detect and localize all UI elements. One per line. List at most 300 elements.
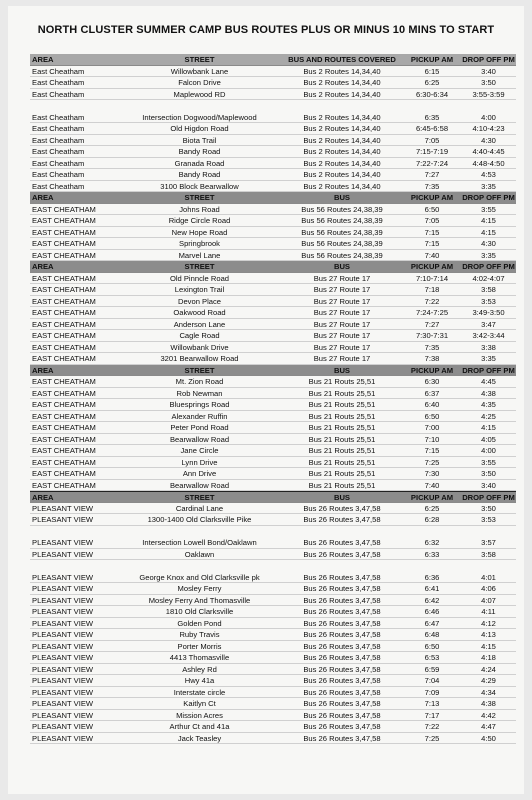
dropoff-pm-cell: 3:35: [481, 181, 496, 191]
street-cell: Alexander Ruffin: [171, 411, 228, 421]
table-row: [30, 112, 516, 124]
pickup-am-cell: 7:22-7:24: [415, 158, 449, 168]
pickup-am-cell: 6:40: [424, 400, 440, 409]
street-cell: Willowbank Lane: [170, 66, 229, 76]
bus-cell: Bus 27 Route 17: [313, 319, 371, 329]
street-cell: Maplewood RD: [173, 89, 226, 99]
dropoff-pm-cell: 4:38: [481, 388, 496, 398]
header-dropoff-pm-cell: DROP OFF PM: [462, 262, 515, 271]
bus-cell: Bus 21 Routs 25,51: [308, 388, 376, 398]
table-row: [30, 468, 516, 480]
table-row: [30, 457, 516, 469]
header-bus-cell: BUS: [333, 493, 351, 502]
dropoff-pm-cell: 3:40: [481, 480, 496, 490]
area-cell: PLEASANT VIEW: [32, 503, 94, 513]
table-row: [30, 376, 516, 388]
dropoff-pm-cell: 3:53: [481, 515, 496, 524]
street-cell: Jane Circle: [180, 446, 219, 455]
bus-cell: Bus 2 Routes 14,34,40: [303, 66, 381, 76]
area-cell: EAST CHEATHAM: [32, 227, 96, 237]
area-cell: PLEASANT VIEW: [32, 607, 94, 616]
dropoff-pm-cell: 4:53: [481, 170, 496, 179]
bus-cell: Bus 27 Route 17: [313, 285, 371, 294]
table-row: [30, 77, 516, 89]
area-cell: East Cheatham: [32, 89, 85, 99]
dropoff-pm-cell: 3:35: [481, 354, 496, 363]
street-cell: Oakwood Road: [173, 308, 226, 317]
bus-cell: Bus 2 Routes 14,34,40: [303, 181, 381, 191]
street-cell: Mosley Ferry And Thomasville: [148, 595, 251, 605]
table-row: [30, 675, 516, 687]
bus-cell: Bus 26 Routes 3,47,58: [303, 687, 381, 697]
header-street-cell: STREET: [184, 493, 215, 502]
area-cell: PLEASANT VIEW: [32, 641, 94, 651]
bus-cell: Bus 27 Route 17: [313, 331, 371, 340]
street-cell: Porter Morris: [177, 641, 222, 651]
street-cell: Lynn Drive: [181, 457, 218, 467]
table-row: [30, 319, 516, 331]
bus-cell: Bus 56 Routes 24,38,39: [301, 227, 383, 237]
bus-cell: Bus 21 Routs 25,51: [308, 434, 376, 444]
area-cell: EAST CHEATHAM: [32, 434, 96, 444]
pickup-am-cell: 6:42: [424, 595, 440, 605]
dropoff-pm-cell: 4:07: [481, 595, 496, 605]
pickup-am-cell: 7:27: [424, 170, 440, 179]
dropoff-pm-cell: 4:40-4:45: [472, 147, 505, 156]
street-cell: Marvel Lane: [178, 250, 221, 260]
pickup-am-cell: 7:15: [424, 227, 440, 237]
street-cell: Cagle Road: [179, 331, 220, 340]
area-cell: EAST CHEATHAM: [32, 216, 96, 225]
bus-cell: Bus 26 Routes 3,47,58: [303, 710, 381, 720]
pickup-am-cell: 7:22: [424, 722, 440, 731]
section-header-row: [30, 54, 516, 66]
area-cell: EAST CHEATHAM: [32, 354, 96, 363]
page-title: NORTH CLUSTER SUMMER CAMP BUS ROUTES PLUS OR MINUS 10 MINS TO START: [37, 24, 495, 36]
table-row: [30, 710, 516, 722]
bus-route-table: [30, 54, 516, 744]
street-cell: Old Pinncle Road: [169, 273, 230, 283]
pickup-am-cell: 6:33: [424, 549, 440, 559]
area-cell: EAST CHEATHAM: [32, 411, 96, 421]
pickup-am-cell: 7:24-7:25: [415, 308, 449, 317]
table-row: [30, 146, 516, 158]
table-row: [30, 434, 516, 446]
street-cell: Kaitlyn Ct: [183, 699, 216, 708]
dropoff-pm-cell: 3:50: [481, 503, 496, 513]
pickup-am-cell: 7:10: [424, 434, 440, 444]
header-dropoff-pm-cell: DROP OFF PM: [462, 493, 515, 502]
dropoff-pm-cell: 3:55-3:59: [472, 89, 505, 99]
dropoff-pm-cell: 3:47: [481, 319, 496, 329]
bus-cell: Bus 2 Routes 14,34,40: [303, 89, 381, 99]
street-cell: Mission Acres: [176, 710, 223, 720]
dropoff-pm-cell: 3:58: [481, 549, 496, 559]
pickup-am-cell: 7:22: [424, 296, 440, 306]
bus-cell: Bus 56 Routes 24,38,39: [301, 204, 383, 214]
header-bus-cell: BUS: [333, 262, 351, 271]
dropoff-pm-cell: 3:38: [481, 342, 496, 352]
dropoff-pm-cell: 3:49-3:50: [472, 308, 505, 317]
dropoff-pm-cell: 4:34: [481, 687, 496, 697]
pickup-am-cell: 7:40: [424, 250, 440, 260]
table-row: [30, 503, 516, 515]
header-pickup-am-cell: PICKUP AM: [410, 493, 454, 502]
table-row: [30, 273, 516, 285]
bus-cell: Bus 56 Routes 24,38,39: [301, 239, 383, 248]
area-cell: PLEASANT VIEW: [32, 595, 94, 605]
bus-cell: Bus 26 Routes 3,47,58: [303, 664, 381, 674]
bus-cell: Bus 26 Routes 3,47,58: [303, 699, 381, 708]
street-cell: Ruby Travis: [179, 630, 220, 639]
table-row: [30, 629, 516, 641]
bus-cell: Bus 26 Routes 3,47,58: [303, 653, 381, 662]
section-header-row: [30, 491, 516, 503]
header-bus-cell: BUS: [333, 365, 351, 375]
header-area-cell: AREA: [32, 193, 54, 202]
bus-cell: Bus 27 Route 17: [313, 354, 371, 363]
table-row: [30, 307, 516, 319]
table-row: [30, 595, 516, 607]
street-cell: Arthur Ct and 41a: [169, 722, 230, 731]
area-cell: EAST CHEATHAM: [32, 285, 96, 294]
area-cell: PLEASANT VIEW: [32, 549, 94, 559]
pickup-am-cell: 6:37: [424, 388, 440, 398]
table-row: [30, 238, 516, 250]
pickup-am-cell: 7:25: [424, 457, 440, 467]
pickup-am-cell: 6:53: [424, 653, 440, 662]
table-row: [30, 89, 516, 101]
table-row: [30, 215, 516, 227]
street-cell: Devon Place: [177, 296, 222, 306]
table-row: [30, 330, 516, 342]
header-bus-cell: BUS: [333, 193, 351, 202]
dropoff-pm-cell: 4:15: [481, 216, 496, 225]
dropoff-pm-cell: 4:29: [481, 676, 496, 685]
table-row: [30, 606, 516, 618]
area-cell: EAST CHEATHAM: [32, 273, 96, 283]
area-cell: EAST CHEATHAM: [32, 480, 96, 490]
street-cell: Bluesprings Road: [169, 400, 230, 409]
bus-cell: Bus 56 Routes 24,38,39: [301, 250, 383, 260]
dropoff-pm-cell: 3:50: [481, 78, 496, 87]
pickup-am-cell: 7:30-7:31: [415, 331, 449, 340]
street-cell: Rob Newman: [176, 388, 223, 398]
dropoff-pm-cell: 4:12: [481, 618, 496, 628]
area-cell: EAST CHEATHAM: [32, 308, 96, 317]
area-cell: EAST CHEATHAM: [32, 342, 96, 352]
pickup-am-cell: 6:45-6:58: [415, 124, 449, 133]
street-cell: Granada Road: [174, 158, 225, 168]
table-row: [30, 123, 516, 135]
bus-cell: Bus 26 Routes 3,47,58: [303, 549, 381, 559]
street-cell: 1300-1400 Old Clarksville Pike: [147, 515, 252, 524]
bus-cell: Bus 26 Routes 3,47,58: [303, 676, 381, 685]
bus-cell: Bus 27 Route 17: [313, 342, 371, 352]
area-cell: PLEASANT VIEW: [32, 515, 94, 524]
pickup-am-cell: 6:25: [424, 503, 440, 513]
street-cell: Intersection Dogwood/Maplewood: [142, 112, 257, 122]
bus-cell: Bus 26 Routes 3,47,58: [303, 641, 381, 651]
bus-cell: Bus 2 Routes 14,34,40: [303, 147, 381, 156]
header-dropoff-pm-cell: DROP OFF PM: [462, 55, 515, 64]
bus-cell: Bus 26 Routes 3,47,58: [303, 630, 381, 639]
street-cell: Old Higdon Road: [170, 124, 229, 133]
area-cell: EAST CHEATHAM: [32, 239, 96, 248]
street-cell: Anderson Lane: [173, 319, 226, 329]
bus-cell: Bus 26 Routes 3,47,58: [303, 733, 381, 743]
area-cell: East Cheatham: [32, 170, 85, 179]
dropoff-pm-cell: 4:38: [481, 699, 496, 708]
dropoff-pm-cell: 3:35: [481, 250, 496, 260]
area-cell: PLEASANT VIEW: [32, 653, 94, 662]
bus-cell: Bus 26 Routes 3,47,58: [303, 722, 381, 731]
dropoff-pm-cell: 4:35: [481, 400, 496, 409]
area-cell: EAST CHEATHAM: [32, 331, 96, 340]
pickup-am-cell: 7:35: [424, 342, 440, 352]
table-row: [30, 641, 516, 653]
area-cell: PLEASANT VIEW: [32, 733, 94, 743]
street-cell: George Knox and Old Clarksville pk: [139, 572, 260, 582]
area-cell: PLEASANT VIEW: [32, 572, 94, 582]
street-cell: Ashley Rd: [182, 664, 217, 674]
spacer-row: [30, 526, 516, 538]
dropoff-pm-cell: 4:15: [481, 423, 496, 432]
dropoff-pm-cell: 4:47: [481, 722, 496, 731]
pickup-am-cell: 6:36: [424, 572, 440, 582]
street-cell: 3100 Block Bearwallow: [160, 181, 239, 191]
pickup-am-cell: 6:30: [424, 377, 440, 386]
bus-cell: Bus 2 Routes 14,34,40: [303, 78, 381, 87]
street-cell: Cardinal Lane: [175, 503, 224, 513]
dropoff-pm-cell: 4:06: [481, 584, 496, 593]
area-cell: PLEASANT VIEW: [32, 676, 94, 685]
pickup-am-cell: 6:30-6:34: [415, 89, 449, 99]
street-cell: Interstate circle: [173, 687, 226, 697]
street-cell: Johns Road: [179, 204, 220, 214]
section-header-row: [30, 192, 516, 204]
bus-cell: Bus 27 Route 17: [313, 308, 371, 317]
street-cell: New Hope Road: [171, 227, 228, 237]
pickup-am-cell: 7:04: [424, 676, 440, 685]
table-row: [30, 250, 516, 262]
dropoff-pm-cell: 4:05: [481, 434, 496, 444]
pickup-am-cell: 7:05: [424, 135, 440, 145]
bus-cell: Bus 26 Routes 3,47,58: [303, 595, 381, 605]
bus-cell: Bus 2 Routes 14,34,40: [303, 170, 381, 179]
dropoff-pm-cell: 4:00: [481, 446, 496, 455]
table-row: [30, 135, 516, 147]
header-street-cell: STREET: [184, 262, 215, 271]
street-cell: Mosley Ferry: [177, 584, 222, 593]
dropoff-pm-cell: 3:50: [481, 469, 496, 478]
section-header-row: [30, 261, 516, 273]
header-street-cell: STREET: [184, 193, 215, 202]
table-row: [30, 537, 516, 549]
header-dropoff-pm-cell: DROP OFF PM: [462, 365, 515, 375]
table-row: [30, 549, 516, 561]
section-header-row: [30, 365, 516, 377]
area-cell: East Cheatham: [32, 112, 85, 122]
table-row: [30, 664, 516, 676]
dropoff-pm-cell: 3:57: [481, 538, 496, 547]
dropoff-pm-cell: 3:53: [481, 296, 496, 306]
area-cell: East Cheatham: [32, 135, 85, 145]
area-cell: PLEASANT VIEW: [32, 584, 94, 593]
header-street-cell: STREET: [184, 365, 215, 375]
pickup-am-cell: 7:35: [424, 181, 440, 191]
table-row: [30, 158, 516, 170]
pickup-am-cell: 7:10-7:14: [415, 273, 449, 283]
bus-cell: Bus 21 Routs 25,51: [308, 457, 376, 467]
dropoff-pm-cell: 4:30: [481, 239, 496, 248]
area-cell: PLEASANT VIEW: [32, 687, 94, 697]
street-cell: Intersection Lowell Bond/Oaklawn: [142, 538, 257, 547]
pickup-am-cell: 7:15: [424, 239, 440, 248]
header-pickup-am-cell: PICKUP AM: [410, 55, 454, 64]
bus-cell: Bus 26 Routes 3,47,58: [303, 515, 381, 524]
area-cell: EAST CHEATHAM: [32, 457, 96, 467]
bus-cell: Bus 26 Routes 3,47,58: [303, 618, 381, 628]
bus-cell: Bus 2 Routes 14,34,40: [303, 124, 381, 133]
header-area-cell: AREA: [32, 365, 54, 375]
table-row: [30, 227, 516, 239]
area-cell: East Cheatham: [32, 181, 85, 191]
dropoff-pm-cell: 4:15: [481, 641, 496, 651]
bus-cell: Bus 26 Routes 3,47,58: [303, 503, 381, 513]
area-cell: PLEASANT VIEW: [32, 710, 94, 720]
pickup-am-cell: 7:09: [424, 687, 440, 697]
area-cell: EAST CHEATHAM: [32, 446, 96, 455]
pickup-am-cell: 7:00: [424, 423, 440, 432]
table-row: [30, 480, 516, 492]
area-cell: EAST CHEATHAM: [32, 377, 96, 386]
pickup-am-cell: 6:48: [424, 630, 440, 639]
pickup-am-cell: 7:05: [424, 216, 440, 225]
pickup-am-cell: 7:18: [424, 285, 440, 294]
table-row: [30, 721, 516, 733]
street-cell: Bearwallow Road: [169, 480, 230, 490]
header-pickup-am-cell: PICKUP AM: [410, 365, 454, 375]
dropoff-pm-cell: 4:15: [481, 227, 496, 237]
dropoff-pm-cell: 3:55: [481, 457, 496, 467]
area-cell: EAST CHEATHAM: [32, 296, 96, 306]
street-cell: Peter Pond Road: [170, 423, 229, 432]
table-row: [30, 652, 516, 664]
dropoff-pm-cell: 4:13: [481, 630, 496, 639]
spacer-row: [30, 560, 516, 572]
street-cell: Oaklawn: [184, 549, 215, 559]
dropoff-pm-cell: 4:45: [481, 377, 496, 386]
pickup-am-cell: 7:15: [424, 446, 440, 455]
street-cell: Golden Pond: [177, 618, 222, 628]
area-cell: East Cheatham: [32, 158, 85, 168]
pickup-am-cell: 7:17: [424, 710, 440, 720]
street-cell: Jack Teasley: [177, 733, 222, 743]
table-row: [30, 618, 516, 630]
table-row: [30, 388, 516, 400]
dropoff-pm-cell: 4:02-4:07: [472, 273, 505, 283]
bus-cell: Bus 2 Routes 14,34,40: [303, 135, 381, 145]
table-row: [30, 733, 516, 745]
pickup-am-cell: 6:25: [424, 78, 440, 87]
pickup-am-cell: 7:38: [424, 354, 440, 363]
pickup-am-cell: 6:50: [424, 204, 440, 214]
dropoff-pm-cell: 4:10-4:23: [472, 124, 505, 133]
street-cell: Bandy Road: [178, 147, 221, 156]
area-cell: PLEASANT VIEW: [32, 664, 94, 674]
table-row: [30, 687, 516, 699]
dropoff-pm-cell: 4:30: [481, 135, 496, 145]
header-dropoff-pm-cell: DROP OFF PM: [462, 193, 515, 202]
pickup-am-cell: 7:40: [424, 480, 440, 490]
pickup-am-cell: 7:25: [424, 733, 440, 743]
header-area-cell: AREA: [32, 55, 54, 64]
table-row: [30, 181, 516, 193]
bus-cell: Bus 56 Routes 24,38,39: [301, 216, 383, 225]
spacer-row: [30, 100, 516, 112]
street-cell: 4413 Thomasville: [169, 653, 230, 662]
header-bus-cell: BUS AND ROUTES COVERED: [288, 55, 396, 64]
area-cell: EAST CHEATHAM: [32, 400, 96, 409]
table-row: [30, 514, 516, 526]
bus-cell: Bus 21 Routs 25,51: [308, 400, 376, 409]
table-row: [30, 204, 516, 216]
area-cell: EAST CHEATHAM: [32, 319, 96, 329]
bus-cell: Bus 26 Routes 3,47,58: [303, 584, 381, 593]
street-cell: Mt. Zion Road: [175, 377, 224, 386]
pickup-am-cell: 6:32: [424, 538, 440, 547]
street-cell: Willowbank Drive: [170, 342, 229, 352]
street-cell: Biota Trail: [182, 135, 217, 145]
area-cell: East Cheatham: [32, 124, 85, 133]
pickup-am-cell: 7:30: [424, 469, 440, 478]
dropoff-pm-cell: 4:42: [481, 710, 496, 720]
header-pickup-am-cell: PICKUP AM: [410, 262, 454, 271]
street-cell: Hwy 41a: [184, 676, 215, 685]
table-row: [30, 583, 516, 595]
bus-cell: Bus 21 Routs 25,51: [308, 377, 376, 386]
pickup-am-cell: 6:15: [424, 66, 440, 76]
pickup-am-cell: 6:35: [424, 112, 440, 122]
table-row: [30, 399, 516, 411]
street-cell: Falcon Drive: [178, 78, 221, 87]
table-row: [30, 445, 516, 457]
area-cell: PLEASANT VIEW: [32, 699, 94, 708]
area-cell: EAST CHEATHAM: [32, 423, 96, 432]
area-cell: EAST CHEATHAM: [32, 469, 96, 478]
pickup-am-cell: 7:15-7:19: [415, 147, 449, 156]
area-cell: East Cheatham: [32, 147, 85, 156]
street-cell: Bearwallow Road: [169, 434, 230, 444]
pickup-am-cell: 6:50: [424, 411, 440, 421]
table-row: [30, 698, 516, 710]
document-page: [8, 6, 524, 794]
pickup-am-cell: 6:46: [424, 607, 440, 616]
area-cell: PLEASANT VIEW: [32, 538, 94, 547]
pickup-am-cell: 6:28: [424, 515, 440, 524]
header-pickup-am-cell: PICKUP AM: [410, 193, 454, 202]
street-cell: Lexington Trail: [174, 285, 225, 294]
dropoff-pm-cell: 3:42-3:44: [472, 331, 505, 340]
area-cell: PLEASANT VIEW: [32, 722, 94, 731]
dropoff-pm-cell: 4:11: [481, 607, 496, 616]
header-area-cell: AREA: [32, 262, 54, 271]
bus-cell: Bus 21 Routs 25,51: [308, 480, 376, 490]
dropoff-pm-cell: 3:58: [481, 285, 496, 294]
bus-cell: Bus 26 Routes 3,47,58: [303, 607, 381, 616]
table-row: [30, 572, 516, 584]
